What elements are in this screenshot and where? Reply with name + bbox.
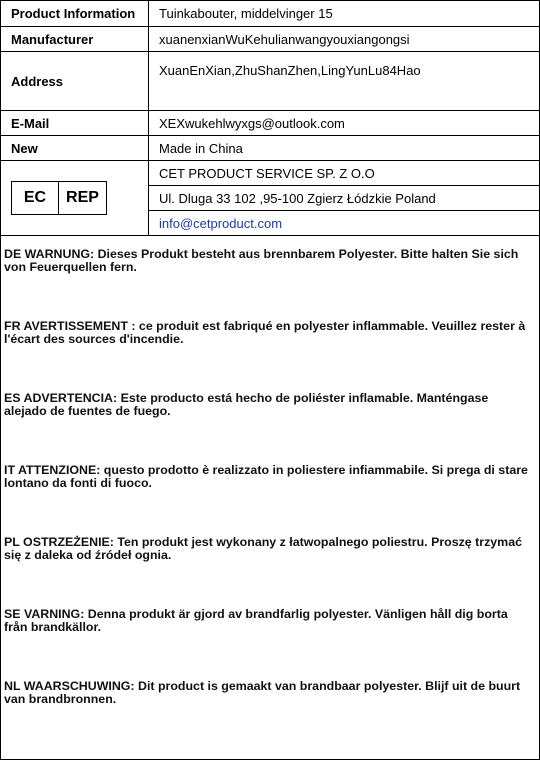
row-value: xuanenxianWuKehulianwangyouxiangongsi (149, 27, 540, 52)
row-value: Tuinkabouter, middelvinger 15 (149, 1, 540, 27)
row-label: E-Mail (1, 111, 149, 136)
ec-rep-symbol (11, 181, 107, 215)
warning-fr: FR AVERTISSEMENT : ce produit est fabriqué en polyester inflammable. Veuillez rester à l'écart des sources d'incendie. (4, 319, 526, 346)
table-row (1, 136, 540, 161)
ec-rep-row (1, 161, 540, 186)
warning-se: SE VARNING: Denna produkt är gjord av brandfarlig polyester. Vänligen håll dig borta från brandkällor. (4, 607, 508, 634)
row-value: XuanEnXian,ZhuShanZhen,LingYunLu84Hao (149, 52, 540, 111)
product-info-table (0, 0, 540, 236)
row-value: Made in China (149, 136, 540, 161)
ec-rep-address: Ul. Dluga 33 102 ,95-100 Zgierz Łódzkie Poland (149, 186, 540, 211)
warning-it: IT ATTENZIONE: questo prodotto è realizzato in poliestere infiammabile. Si prega di stare lontano da fonti di fuoco. (4, 463, 528, 490)
warning-nl: NL WAARSCHUWING: Dit product is gemaakt van brandbaar polyester. Blijf uit de buurt van brandbronnen. (4, 679, 521, 706)
row-label: Manufacturer (1, 27, 149, 52)
row-label: Product Information (1, 1, 149, 27)
ec-rep-email-link[interactable]: info@cetproduct.com (149, 211, 540, 236)
row-label: Address (1, 52, 149, 111)
warning-pl: PL OSTRZEŻENIE: Ten produkt jest wykonany z łatwopalnego poliestru. Proszę trzymać się z daleka od źródeł ognia. (4, 535, 522, 562)
table-row (1, 1, 540, 27)
table-row (1, 27, 540, 52)
ec-rep-company: CET PRODUCT SERVICE SP. Z O.O (149, 161, 540, 186)
table-row (1, 52, 540, 111)
warning-de: DE WARNUNG: Dieses Produkt besteht aus brennbarem Polyester. Bitte halten Sie sich von Feuerquellen fern. (4, 247, 519, 274)
row-value: XEXwukehlwyxgs@outlook.com (149, 111, 540, 136)
warning-es: ES ADVERTENCIA: Este producto está hecho de poliéster inflamable. Manténgase alejado de fuentes de fuego. (4, 391, 489, 418)
table-row (1, 111, 540, 136)
ec-label: EC (12, 182, 59, 214)
rep-label: REP (66, 189, 99, 206)
ec-rep-symbol-cell (1, 161, 149, 236)
row-label: New (1, 136, 149, 161)
